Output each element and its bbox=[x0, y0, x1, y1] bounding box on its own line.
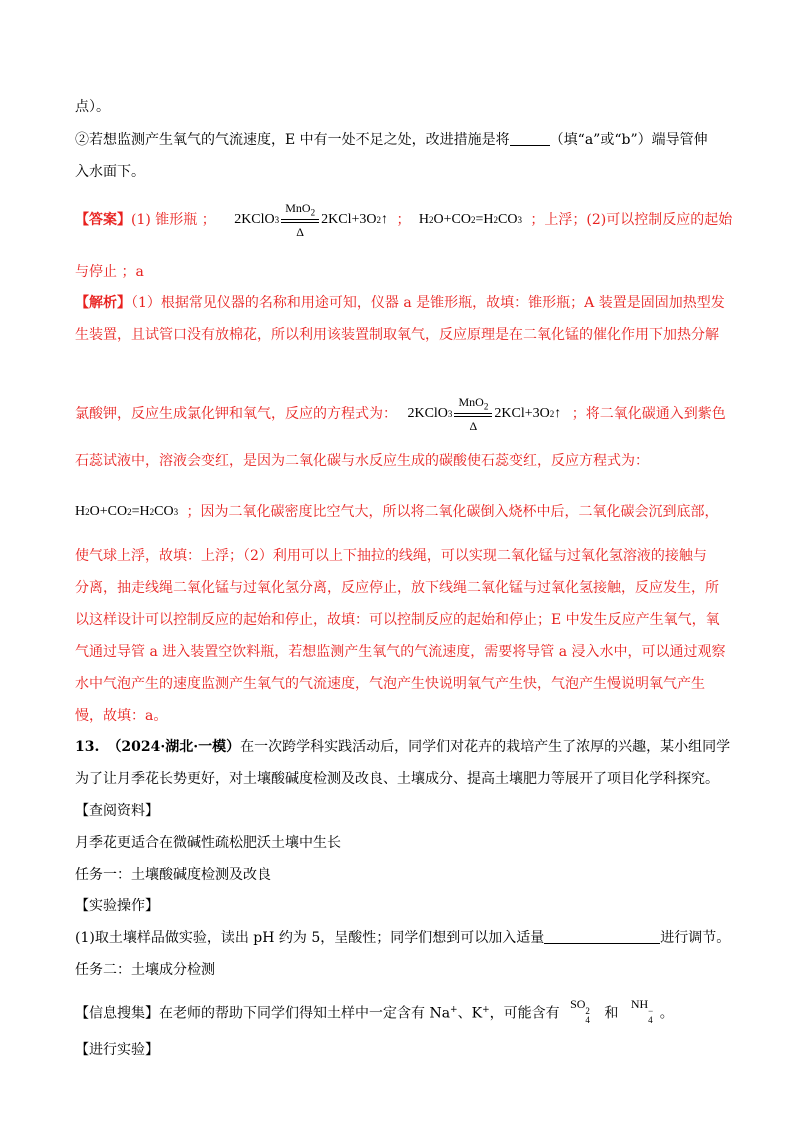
answer-blank[interactable] bbox=[510, 131, 550, 146]
text-line: 点）。 bbox=[75, 99, 110, 115]
question-line: (1)取土壤样品做实验，读出 pH 约为 5，呈酸性；同学们想到可以加入适量 进行调节。 bbox=[75, 930, 731, 946]
analysis-line: 生装置，且试管口没有放棉花，所以利用该装置制取氧气，反应原理是在二氧化锰的催化作用下加热分解 bbox=[75, 327, 719, 343]
answer-line: 与停止 ；a bbox=[75, 264, 144, 280]
analysis-line: 【解析】（1）根据常见仪器的名称和用途可知，仪器 a 是锥形瓶，故填：锥形瓶；A 装置是固固加热型发 bbox=[75, 295, 725, 311]
analysis-line: 氯酸钾，反应生成氯化钾和氧气，反应的方程式为： 2KClO 3 MnO$_2$ Δ 2KCl+3O 2 ↑ ；将二氧化碳通入到紫色 bbox=[75, 395, 726, 434]
equation-kclo3-decomposition: 2KClO 3 MnO$_2$ Δ 2KCl+3O 2 ↑ bbox=[407, 395, 562, 434]
equation-carbonic-acid: H 2 O+CO 2 =H 2 CO 3 bbox=[418, 212, 522, 228]
equation-kclo3-decomposition: 2KClO 3 MnO$_2$ Δ 2KCl+3O 2 ↑ bbox=[234, 201, 388, 240]
reaction-condition: MnO$_2$ Δ bbox=[281, 202, 319, 238]
answer-blank[interactable] bbox=[544, 929, 660, 944]
sulfate-ion: SO 2 4 bbox=[570, 996, 590, 1025]
question-line: 【信息搜集】在老师的帮助下同学们得知土样中一定含有 Na+、K+，可能含有 SO 2 4 和 NH − 4 。 bbox=[75, 1000, 674, 1035]
task-heading: 任务一：土壤酸碱度检测及改良 bbox=[75, 867, 271, 883]
analysis-line: 气通过导管 a 进入装置空饮料瓶，若想监测产生氧气的气流速度，需要将导管 a 浸入水中，可以通过观察 bbox=[75, 644, 726, 660]
section-heading: 【查阅资料】 bbox=[75, 803, 159, 819]
equation-carbonic-acid: H 2 O+CO 2 =H 2 CO 3 bbox=[75, 504, 179, 519]
text-line: 月季花更适合在微碱性疏松肥沃土壤中生长 bbox=[75, 835, 341, 851]
question-line: ②若想监测产生氧气的气流速度，E 中有一处不足之处，改进措施是将 （填“a”或“b”）端导管伸 bbox=[75, 132, 708, 148]
question-line: 为了让月季花长势更好，对土壤酸碱度检测及改良、土壤成分、提高土壤肥力等展开了项目化学科探究。 bbox=[75, 771, 719, 787]
analysis-line: 使气球上浮，故填：上浮；（2）利用可以上下抽拉的线绳，可以实现二氧化锰与过氧化氢溶液的接触与 bbox=[75, 548, 707, 564]
analysis-line: 水中气泡产生的速度监测产生氧气的气流速度，气泡产生快说明氧气产生快，气泡产生慢说明氧气产生 bbox=[75, 676, 705, 692]
ammonium-ion: NH − 4 bbox=[630, 996, 654, 1025]
analysis-line: 慢，故填：a。 bbox=[75, 708, 168, 724]
question-13-stem: 13. （2024·湖北·一模）在一次跨学科实践活动后，同学们对花卉的栽培产生了浓厚的兴趣，某小组同学 bbox=[75, 739, 731, 755]
section-heading: 【进行实验】 bbox=[75, 1042, 159, 1058]
section-heading: 【实验操作】 bbox=[75, 898, 159, 914]
analysis-line: 石蕊试液中，溶液会变红，是因为二氧化碳与水反应生成的碳酸使石蕊变红，反应方程式为： bbox=[75, 453, 649, 469]
analysis-line: 以这样设计可以控制反应的起始和停止，故填：可以控制反应的起始和停止；E 中发生反应产生氧气，氧 bbox=[75, 612, 720, 628]
task-heading: 任务二：土壤成分检测 bbox=[75, 962, 215, 978]
analysis-line: 分离，抽走线绳二氧化锰与过氧化氢分离，反应停止，放下线绳二氧化锰与过氧化氢接触，反应发生，所 bbox=[75, 580, 719, 596]
reaction-condition: MnO$_2$ Δ bbox=[454, 396, 492, 432]
analysis-line: H 2 O+CO 2 =H 2 CO 3 ；因为二氧化碳密度比空气大，所以将二氧化碳倒入烧杯中后，二氧化碳会沉到底部， bbox=[75, 504, 719, 520]
text-line: 入水面下。 bbox=[75, 164, 145, 180]
answer-line: 【答案】(1) 锥形瓶 ； 2KClO 3 MnO$_2$ Δ 2KCl+3O 2 ↑ ； H 2 O+CO 2 =H 2 CO 3 ；上浮；(2)可以控制反应的起始 bbox=[75, 201, 733, 240]
